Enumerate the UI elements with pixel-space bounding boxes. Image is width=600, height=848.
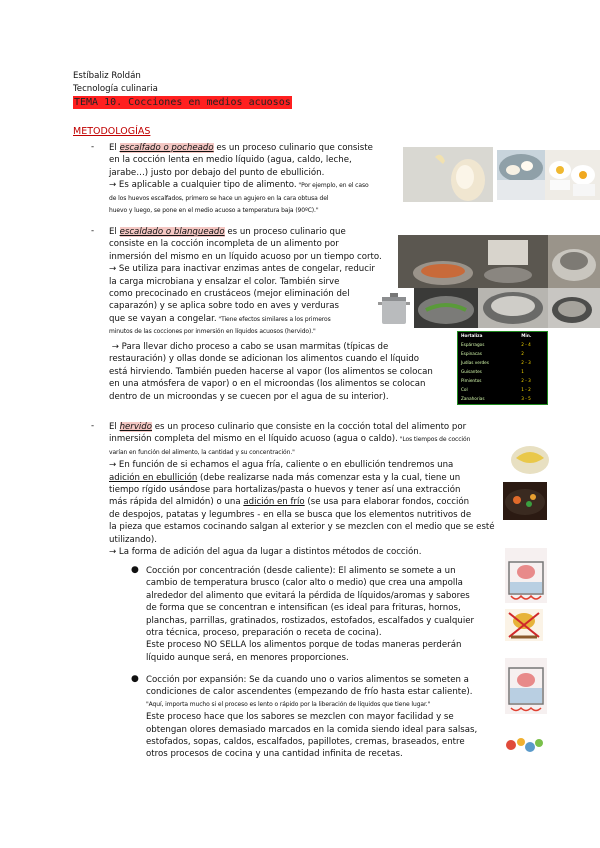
list-dash: - [91, 226, 95, 236]
table-row [458, 350, 547, 359]
boiling-vegetables-photo [503, 482, 547, 520]
table-cell-vegetable: Espinacas [461, 351, 482, 357]
table-cell-minutes: 1 [521, 369, 524, 375]
table-row [458, 341, 547, 350]
table-cell-vegetable: Hortaliza [461, 333, 483, 339]
table-cell-minutes: Min. [521, 333, 532, 339]
concentration-heat-diagram [503, 607, 545, 643]
table-cell-minutes: 3 - 5 [521, 396, 531, 402]
table-row [458, 359, 547, 368]
concentration-diagram [505, 548, 547, 603]
section-title: METODOLOGÍAS [73, 126, 151, 137]
escaldado-paragraph: El escaldado o blanqueado es un proceso culinario que consiste en la cocción incompleta de un alimento por inmersión del mismo en un líquido acuoso por un tiempo corto. → Se utiliza para inactivar enzimas antes de congelar, reducir la carga microbiana y ensalzar el color. También sirve como precocinado en crustáceos (mejor eliminación del caparazón) y se aplica sobre todo en aves y verduras que se vayan a congelar. "Tiene efectos similares a los primeros minutos de las cocciones por inmersión en líquidos acuosos (hervido)." [109, 227, 382, 336]
subject-name: Tecnología culinaria [73, 84, 158, 94]
ingredients-photo [503, 733, 545, 757]
list-bullet: ● [131, 565, 139, 575]
table-cell-minutes: 1 - 2 [521, 387, 531, 393]
table-cell-vegetable: Espárragos [461, 342, 485, 348]
expansion-paragraph: Cocción por expansión: Se da cuando uno o varios alimentos se someten a condiciones de calor ascendentes (empezando de frío hasta estar caliente). "Aquí, importa mucho si el proceso es lento o rápido por la liberación de líquidos que tiene lugar." Este proceso hace que los sabores se mezclen con mayor facilidad y se obtengan olores demasiado marcados en la comida siendo ideal para salsas, estofados, sopas, caldos, escalfados, papillotes, cremas, braseados, entre otros procesos de cocina y una cantidad infinita de recetas. [146, 675, 478, 760]
table-cell-minutes: 2 - 3 [521, 378, 531, 384]
chef-blanching-photo [398, 235, 548, 288]
poached-eggs-pot-photo [497, 150, 545, 200]
term-hervido: hervido [119, 422, 153, 432]
pasta-plate-photo [508, 438, 550, 478]
eggs-in-cups-photo [545, 150, 600, 200]
hervido-paragraph: El hervido es un proceso culinario que consiste en la cocción total del alimento por inmersión completa del mismo en el líquido acuoso (agua o caldo). "Los tiempos de cocción varían en función del alimento, la cantidad y su concentración." → En función de si echamos el agua fría, caliente o en ebullición tendremos una adición en ebullición (debe realizarse nada más comenzar esta y la cual, tiene un tiempo rígido usándose para hortalizas/pasta o huevos y tener así una extracción más rápida del almidón) o una adición en frío (se usa para elaborar fondos, cocción de despojos, patatas y legumbres - en ella se busca que los elementos nutritivos de la pieza que estamos cocinando salgan al exterior y se mezclen con el medio que se esté utilizando). → La forma de adición del agua da lugar a distintos métodos de cocción. [109, 422, 495, 558]
term-escalfado: escalfado o pocheado [119, 143, 214, 153]
table-cell-minutes: 2 - 4 [521, 342, 531, 348]
list-dash: - [91, 421, 95, 431]
table-cell-minutes: 2 - 3 [521, 360, 531, 366]
blanching-time-table [457, 331, 548, 405]
table-row [458, 386, 547, 395]
list-bullet: ● [131, 674, 139, 684]
table-row [458, 368, 547, 377]
steamer-photo [548, 235, 600, 288]
egg-photo [403, 147, 493, 202]
pan-photo [548, 288, 600, 328]
expansion-diagram [505, 658, 547, 714]
list-dash: - [91, 142, 95, 152]
table-cell-vegetable: Judías verdes [461, 360, 489, 366]
escaldado-paragraph-cont: → Para llevar dicho proceso a cabo se usan marmitas (típicas de restauración) y ollas donde se adicionan los alimentos cuando el líquido está hirviendo. También pueden hacerse al vapor (los alimentos se colocan en una atmósfera de vapor) o en el microondas (los alimentos se colocan dentro de un microondas y se cuecen por el agua de su interior). [109, 342, 433, 402]
term-adicion-frio: adición en frío [243, 497, 305, 508]
table-row [458, 377, 547, 386]
term-escaldado: escaldado o blanqueado [119, 227, 225, 237]
topic-title: TEMA 10. Cocciones en medios acuosos [74, 97, 291, 108]
table-row [458, 395, 547, 404]
escalfado-paragraph: El escalfado o pocheado es un proceso culinario que consiste en la cocción lenta en medio líquido (agua, caldo, leche, jarabe…) justo por debajo del punto de ebullición. → Es aplicable a cualquier tipo de alimento. "Por ejemplo, en el caso de los huevos escalfados, primero se hace un agujero en la cara obtusa del huevo y luego, se pone en el medio acuoso a temperatura baja (90ºC)." [109, 143, 373, 215]
term-adicion-ebullicion: adición en ebullición [109, 472, 198, 483]
table-cell-vegetable: Zanahorias [461, 396, 485, 402]
table-cell-vegetable: Pimientos [461, 378, 482, 384]
boiling-pot-photo [478, 288, 548, 328]
table-cell-vegetable: Col [461, 387, 468, 393]
blanching-pot-photo [414, 288, 478, 328]
marmita-pot-photo [374, 288, 414, 328]
table-cell-minutes: 2 [521, 351, 524, 357]
table-cell-vegetable: Guisantes [461, 369, 482, 375]
concentracion-paragraph: Cocción por concentración (desde caliente): El alimento se somete a un cambio de temperatura brusco (calor alto o medio) que crea una ampolla alrededor del alimento que evitará la pérdida de líquidos/aromas y sabores de forma que se concentran e intensifican (es ideal para frituras, hornos, planchas, parrillas, gratinados, rostizados, estofados, escalfados y cualquier otra técnica, proceso, preparación o receta de cocina). Este proceso NO SELLA los alimentos porque de todas maneras perderán líquido aunque será, en menores proporciones. [146, 566, 475, 663]
table-row [458, 332, 547, 341]
author-name: Estíbaliz Roldán [73, 71, 141, 81]
